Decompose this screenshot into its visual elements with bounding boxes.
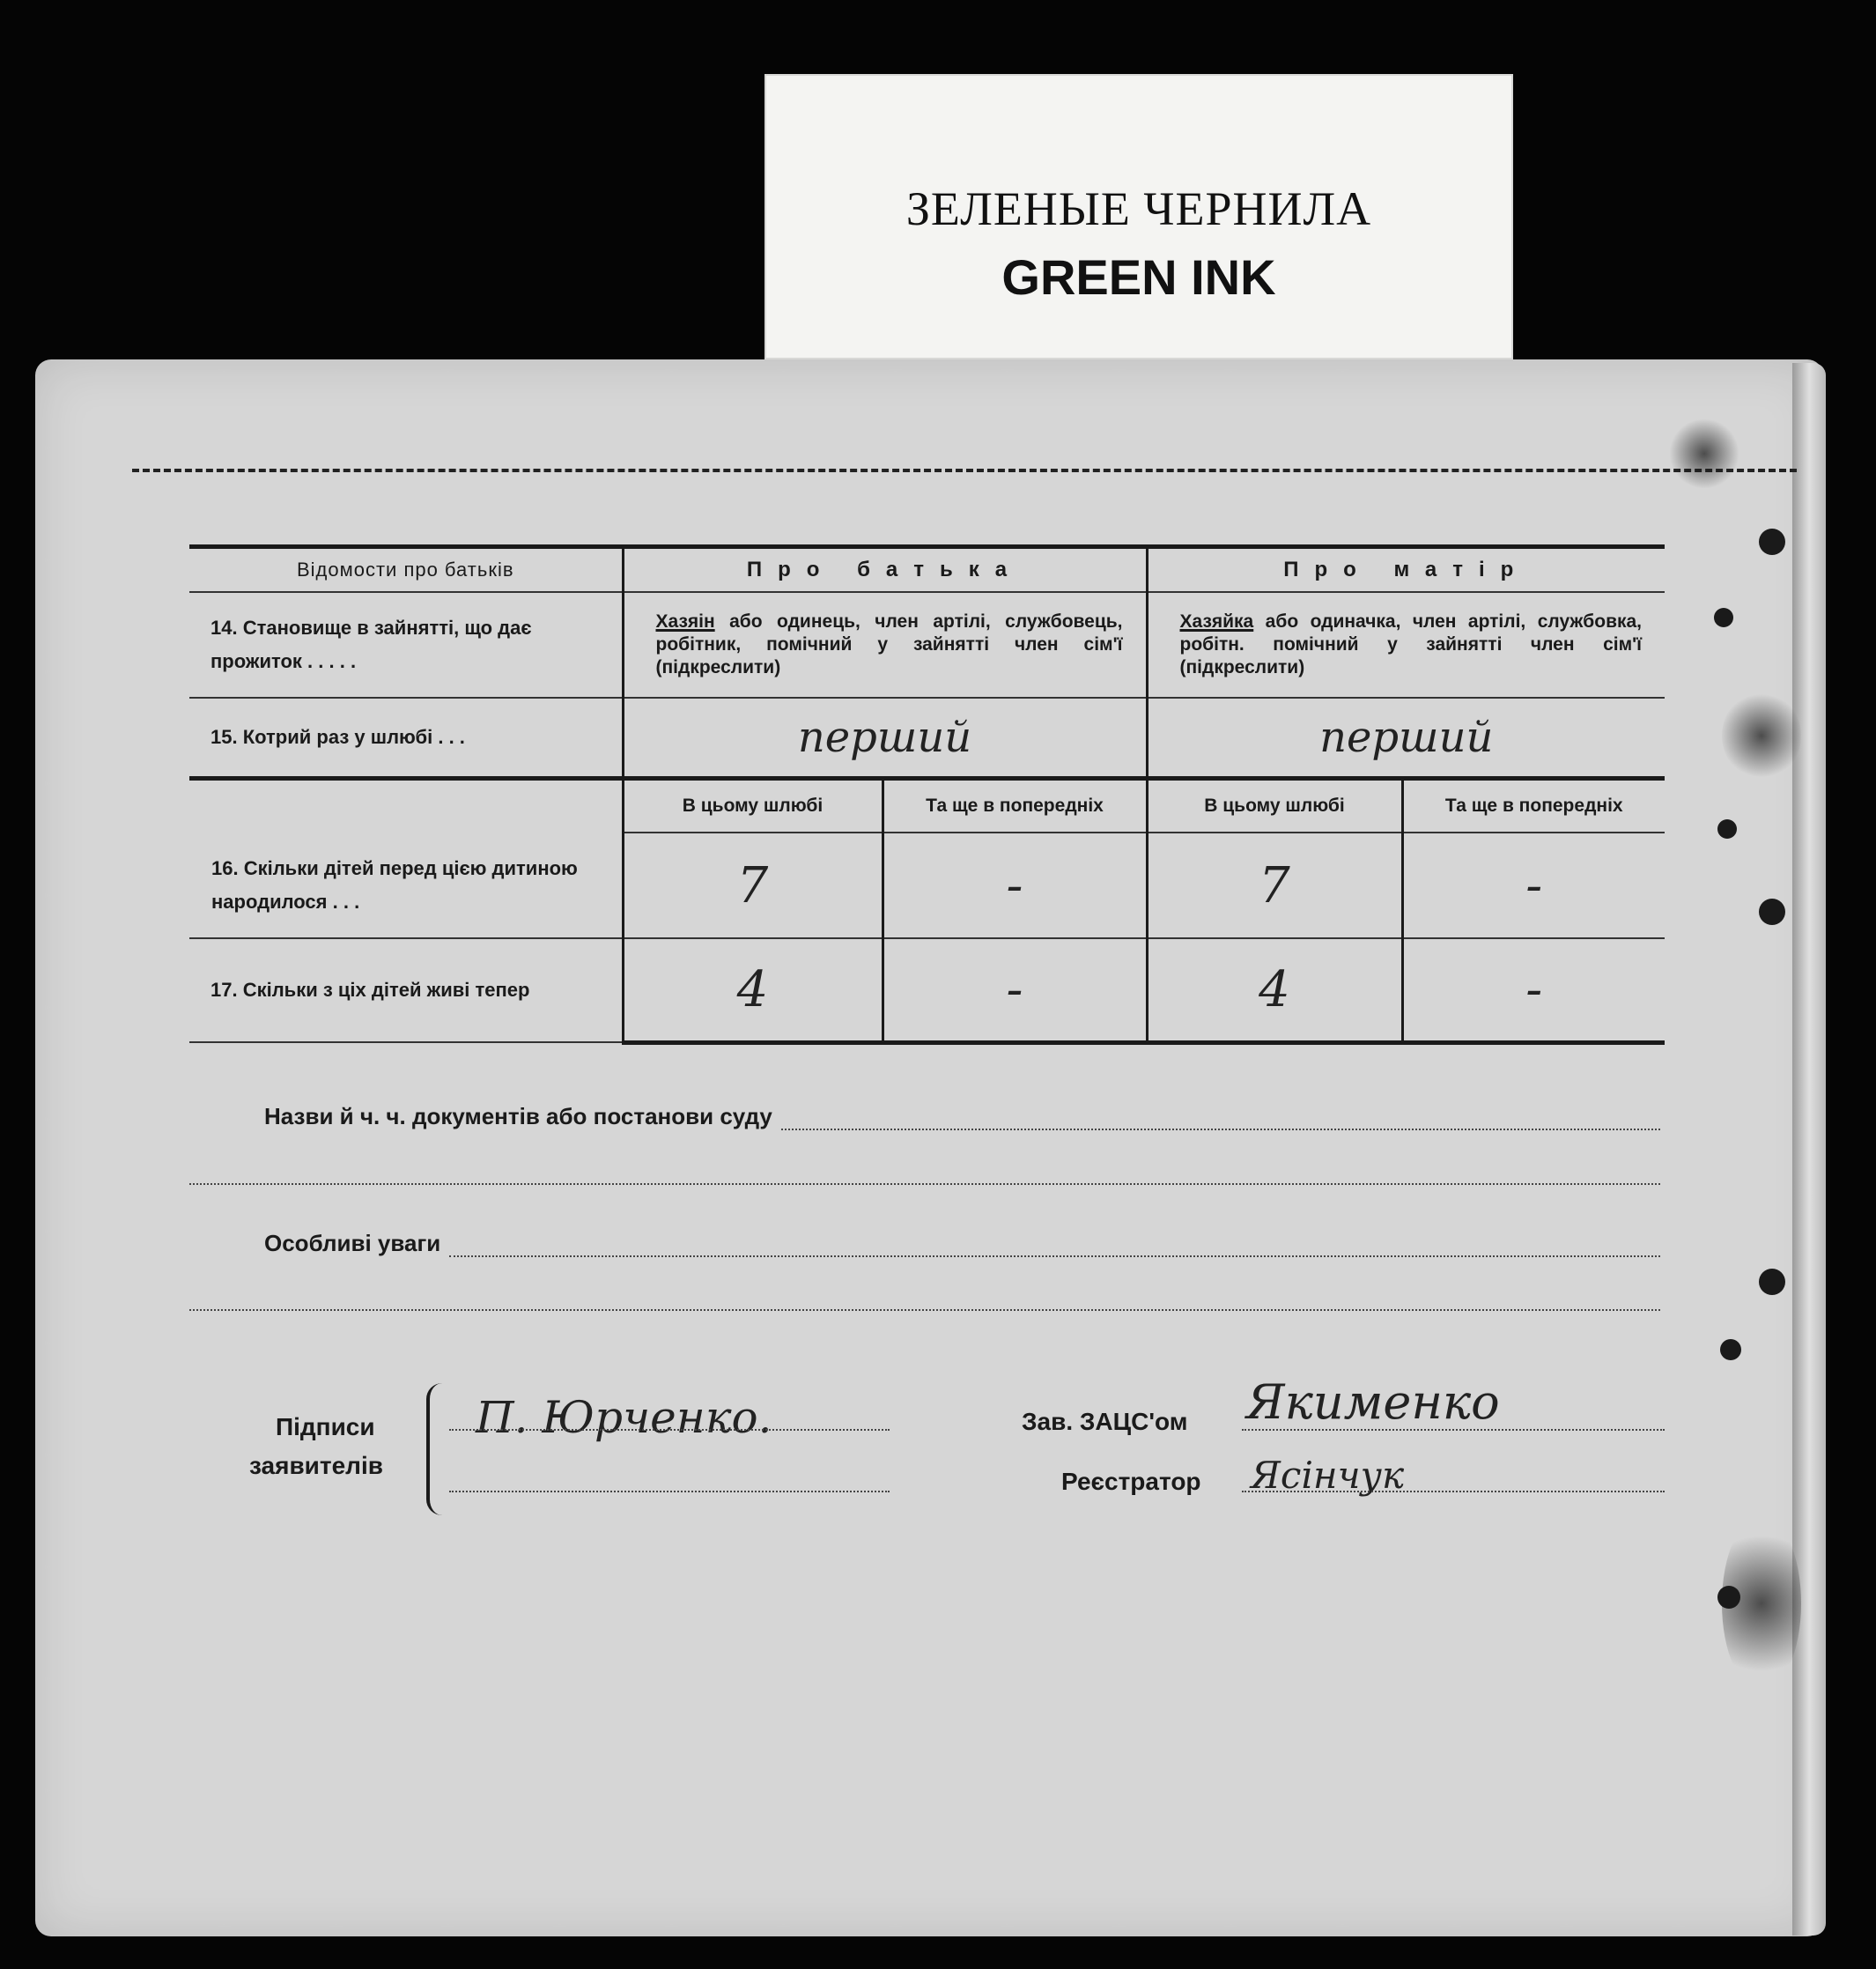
mother-occupation-options: або одиначка, член артілі, службовка, робітн. помічний у зайнятті член сім'ї (підкреслити) (1179, 611, 1643, 677)
archive-ink-label (764, 74, 1513, 359)
row-16-label: 16. Скільки дітей перед цією дитиною народилося . . . (211, 857, 578, 913)
binding-hole (1759, 899, 1785, 925)
applicants-label-2: заявителів (249, 1452, 383, 1479)
documents-label: Назви й ч. ч. документів або постанови суду (264, 1103, 772, 1129)
row-16-label-cell (189, 779, 623, 939)
binding-hole (1717, 819, 1737, 839)
ink-smudge (1722, 692, 1801, 780)
label-ink-ru: ЗЕЛЕНЫЕ ЧЕРНИЛА (905, 182, 1372, 235)
row-15-father-value: перший (623, 698, 1147, 779)
head-signature-line (1242, 1429, 1665, 1431)
binding-hole (1717, 1586, 1740, 1609)
head-signature: Якименко (1246, 1374, 1500, 1430)
applicant-second-signature-line (449, 1491, 890, 1492)
label-ink-en: GREEN INK (1001, 249, 1276, 305)
documents-second-line (189, 1183, 1660, 1185)
sheet-edge (1792, 363, 1826, 1936)
row-15-mother-value: перший (1147, 698, 1665, 779)
remarks-label: Особливі уваги (264, 1230, 441, 1256)
row-16-father-this: 7 (623, 833, 883, 938)
row-17-mother-this: 4 (1147, 938, 1402, 1042)
parents-info-table (189, 544, 1665, 1045)
row-14-mother-options (1147, 592, 1665, 698)
binding-hole (1759, 529, 1785, 555)
head-label: Зав. ЗАЦС'ом (1022, 1408, 1188, 1435)
applicants-brace (426, 1383, 446, 1515)
header-parents-info: Відомости про батьків (189, 547, 623, 593)
row-17-mother-prev: - (1402, 938, 1665, 1042)
binding-hole (1720, 1339, 1741, 1360)
documents-value-line (781, 1111, 1660, 1130)
remarks-second-line (189, 1309, 1660, 1311)
row-14-label: 14. Становище в зайнятті, що дає прожиток . . . . . (189, 592, 623, 698)
registrar-label: Реєстратор (1061, 1468, 1201, 1495)
binding-hole (1714, 608, 1733, 627)
row-17-father-this: 4 (623, 938, 883, 1042)
subheader-father-this: В цьому шлюбі (623, 779, 883, 833)
row-14-father-options (623, 592, 1147, 698)
row-16-mother-prev: - (1402, 833, 1665, 938)
header-mother: Про матір (1147, 547, 1665, 593)
ink-smudge (1669, 418, 1739, 489)
applicant-signature-line (449, 1429, 890, 1431)
registrar-signature: Ясінчук (1251, 1454, 1405, 1497)
mother-occupation-underlined: Хазяйка (1179, 611, 1254, 632)
applicants-label-1: Підписи (276, 1413, 375, 1440)
row-16-mother-this: 7 (1147, 833, 1402, 938)
applicant-signature: П. Юрченко. (476, 1392, 772, 1443)
row-17-father-prev: - (883, 938, 1147, 1042)
row-17-label: 17. Скільки з ціх дітей живі тепер (189, 938, 623, 1042)
remarks-value-line (449, 1238, 1660, 1257)
subheader-father-previous: Та ще в попередніх (883, 779, 1147, 833)
father-occupation-options: або одинець, член артілі, службовець, робітник, помічний у зайнятті член сім'ї (підкреслити) (655, 611, 1123, 677)
remarks-field (264, 1230, 1660, 1257)
documents-field (264, 1103, 1660, 1130)
father-occupation-underlined: Хазяін (655, 611, 715, 632)
subheader-mother-previous: Та ще в попередніх (1402, 779, 1665, 833)
perforation-line (132, 469, 1797, 472)
header-father: Про батька (623, 547, 1147, 593)
row-16-father-prev: - (883, 833, 1147, 938)
registrar-signature-line (1242, 1491, 1665, 1492)
binding-hole (1759, 1269, 1785, 1295)
subheader-mother-this: В цьому шлюбі (1147, 779, 1402, 833)
row-15-label: 15. Котрий раз у шлюбі . . . (189, 698, 623, 779)
